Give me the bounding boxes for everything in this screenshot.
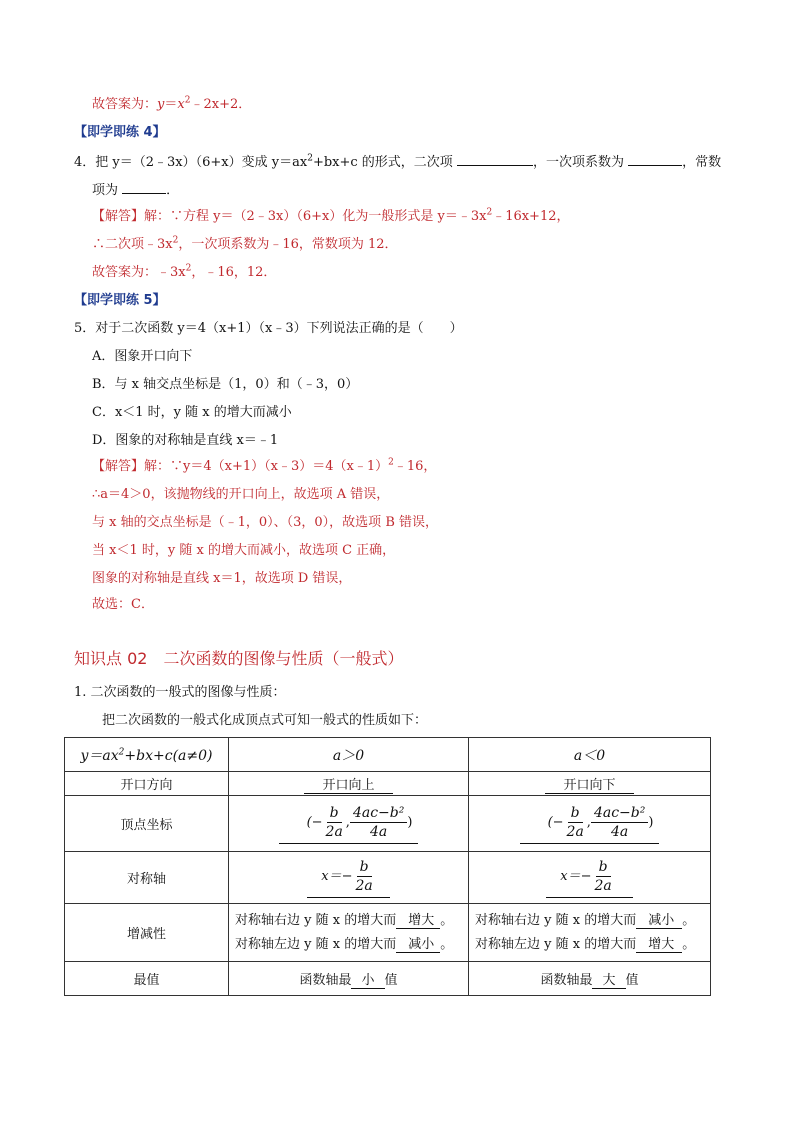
option-a[interactable]: A．图象开口向下 <box>92 349 193 364</box>
fraction-b-2a <box>564 804 587 841</box>
eq-rest: ﹣2x+2． <box>190 97 252 112</box>
solution-label: 【解答】 <box>92 459 145 474</box>
numerator: b <box>568 804 583 823</box>
func-text-rest: +bx+c(a≠0) <box>124 747 213 764</box>
drill5-label: 【即学即练 5】 <box>74 293 166 308</box>
axis-formula <box>307 858 390 898</box>
func-text: y＝ax <box>80 747 119 764</box>
monotonic-text: 对称轴左边 y 随 x 的增大而 <box>475 936 637 952</box>
drill4-question <box>74 152 721 172</box>
vertex-comma: , <box>586 814 591 830</box>
denominator: 4a <box>370 823 388 840</box>
monotonic-value: 减小 <box>636 913 682 929</box>
vertex-formula <box>520 804 660 844</box>
vertex-negative <box>469 796 711 852</box>
numerator: 4ac−b² <box>591 804 648 823</box>
drill5-answer: 故选：C． <box>92 597 154 612</box>
monotonic-positive <box>229 904 469 962</box>
answer-text: 故答案为：﹣3x <box>92 265 186 280</box>
monotonic-value: 增大 <box>396 913 440 929</box>
vertex-formula <box>279 804 419 844</box>
drill5-solution-line: 图象的对称轴是直线 x＝1，故选项 D 错误， <box>92 571 352 586</box>
exponent: 2 <box>184 95 191 106</box>
numerator: 4ac−b² <box>350 804 407 823</box>
q3-answer <box>92 96 251 114</box>
denominator: 2a <box>355 877 373 894</box>
period: 。 <box>440 936 454 952</box>
answer-prefix: 故答案为： <box>92 97 158 112</box>
extremum-positive <box>229 962 469 996</box>
fraction-b-2a <box>323 804 346 841</box>
opening-value: 开口向上 <box>304 778 392 794</box>
period: 。 <box>440 912 454 928</box>
drill4-solution-2 <box>92 236 398 254</box>
exponent: 2 <box>486 207 493 218</box>
table-row <box>65 904 711 962</box>
monotonic-negative <box>469 904 711 962</box>
drill5-solution-line: 与 x 轴的交点坐标是（﹣1，0）、（3，0），故选项 B 错误， <box>92 515 438 530</box>
extremum-suffix: 值 <box>625 973 639 988</box>
axis-positive <box>229 852 469 904</box>
row-label-opening: 开口方向 <box>65 772 229 796</box>
drill4-label: 【即学即练 4】 <box>74 125 166 140</box>
q-part4: ，常数 <box>682 155 722 170</box>
eq-sign: ＝ <box>164 97 178 112</box>
fraction-b-2a <box>591 858 614 895</box>
var-y: y <box>157 97 165 112</box>
exponent: 2 <box>185 263 192 274</box>
extremum-value: 大 <box>592 973 625 989</box>
blank-quadratic-term[interactable] <box>457 152 533 166</box>
option-d[interactable]: D．图象的对称轴是直线 x＝﹣1 <box>92 433 279 448</box>
exponent: 2 <box>172 235 179 246</box>
axis-eq: x＝− <box>560 868 592 884</box>
drill4-solution-1 <box>92 208 570 226</box>
monotonic-left <box>229 933 468 957</box>
fraction-4ac <box>350 804 407 841</box>
vertex-close: ) <box>407 814 413 830</box>
blank-linear-coef[interactable] <box>628 152 682 166</box>
section-heading: 知识点 02 二次函数的图像与性质（一般式） <box>74 649 404 668</box>
row-label-extremum: 最值 <box>65 962 229 996</box>
extremum-prefix: 函数轴最 <box>299 973 352 988</box>
row-label-vertex: 顶点坐标 <box>65 796 229 852</box>
row-label-monotonic: 增减性 <box>65 904 229 962</box>
q-part1: y＝（2﹣3x）（6+x）变成 <box>112 155 272 170</box>
drill4-question-line2 <box>92 180 179 200</box>
extremum-prefix: 函数轴最 <box>540 973 593 988</box>
solution-text: ∴二次项﹣3x <box>92 237 173 252</box>
vertex-comma: , <box>345 814 350 830</box>
denominator: 2a <box>594 877 612 894</box>
solution-text: 解：∵方程 y＝（2﹣3x）（6+x）化为一般形式是 y＝﹣3x <box>144 209 487 224</box>
monotonic-text: 对称轴右边 y 随 x 的增大而 <box>475 912 637 928</box>
q-line2a: 项为 <box>92 183 119 198</box>
monotonic-right <box>229 909 468 933</box>
denominator: 4a <box>611 823 629 840</box>
table-row <box>65 852 711 904</box>
header-a-negative: a＜0 <box>469 738 711 772</box>
extremum-negative <box>469 962 711 996</box>
drill5-question: 5．对于二次函数 y＝4（x+1）（x﹣3）下列说法正确的是（ ） <box>74 321 463 336</box>
monotonic-value: 增大 <box>636 937 682 953</box>
q-part3: ，一次项系数为 <box>532 155 624 170</box>
vertex-positive <box>229 796 469 852</box>
axis-negative <box>469 852 711 904</box>
vertex-open: (− <box>547 814 564 830</box>
axis-eq: x＝− <box>321 868 353 884</box>
monotonic-text: 对称轴右边 y 随 x 的增大而 <box>235 912 397 928</box>
exponent: 2 <box>118 746 125 757</box>
solution-label: 【解答】 <box>92 209 145 224</box>
opening-positive <box>229 772 469 796</box>
solution-text-rest: ﹣16x+12， <box>492 209 570 224</box>
numerator: b <box>357 858 372 877</box>
numerator: b <box>596 858 611 877</box>
header-a-positive: a＞0 <box>229 738 469 772</box>
q-form-rest: +bx+c <box>312 155 358 170</box>
solution-text: 解：∵y＝4（x+1）（x﹣3）＝4（x﹣1） <box>144 459 389 474</box>
extremum-value: 小 <box>351 973 384 989</box>
section-intro: 1. 二次函数的一般式的图像与性质： <box>74 685 286 700</box>
header-function <box>65 738 229 772</box>
fraction-b-2a <box>352 858 375 895</box>
table-row <box>65 796 711 852</box>
monotonic-left <box>469 933 710 957</box>
blank-constant-term[interactable] <box>122 180 166 194</box>
vertex-open: (− <box>306 814 323 830</box>
q-part2: 的形式，二次项 <box>357 155 453 170</box>
period: 。 <box>682 912 696 928</box>
answer-text-rest: ，﹣16，12． <box>191 265 277 280</box>
table-row <box>65 962 711 996</box>
drill5-solution-line: 当 x＜1 时，y 随 x 的增大而减小，故选项 C 正确， <box>92 543 396 558</box>
solution-text-rest: ，一次项系数为﹣16，常数项为 12． <box>178 237 398 252</box>
exponent: 2 <box>388 457 394 468</box>
fraction-4ac <box>591 804 648 841</box>
axis-formula <box>546 858 633 898</box>
monotonic-text: 对称轴左边 y 随 x 的增大而 <box>235 936 397 952</box>
solution-text-rest: ﹣16， <box>393 459 437 474</box>
period: 。 <box>682 936 696 952</box>
drill5-solution-1 <box>92 458 436 476</box>
opening-negative <box>469 772 711 796</box>
denominator: 2a <box>566 823 584 840</box>
vertex-close: ) <box>648 814 654 830</box>
q-line2b: ． <box>166 183 180 198</box>
section-intro-2: 把二次函数的一般式化成顶点式可知一般式的性质如下： <box>102 713 428 728</box>
denominator: 2a <box>325 823 343 840</box>
drill4-answer <box>92 264 276 282</box>
table-header-row <box>65 738 711 772</box>
q-form: y＝ax <box>271 155 308 170</box>
option-c[interactable]: C．x＜1 时，y 随 x 的增大而减小 <box>92 405 292 420</box>
opening-value: 开口向下 <box>545 778 633 794</box>
option-b[interactable]: B．与 x 轴交点坐标是（1，0）和（﹣3，0） <box>92 377 359 392</box>
monotonic-right <box>469 909 710 933</box>
monotonic-value: 减小 <box>396 937 440 953</box>
var-x: x <box>177 97 185 112</box>
numerator: b <box>327 804 342 823</box>
extremum-suffix: 值 <box>384 973 398 988</box>
q-form-exp: 2 <box>307 153 313 164</box>
drill5-solution-line: ∴a＝4＞0，该抛物线的开口向上，故选项 A 错误， <box>92 487 390 502</box>
properties-table <box>64 737 711 996</box>
q-num: 4．把 <box>74 155 113 170</box>
table-row <box>65 772 711 796</box>
row-label-axis: 对称轴 <box>65 852 229 904</box>
